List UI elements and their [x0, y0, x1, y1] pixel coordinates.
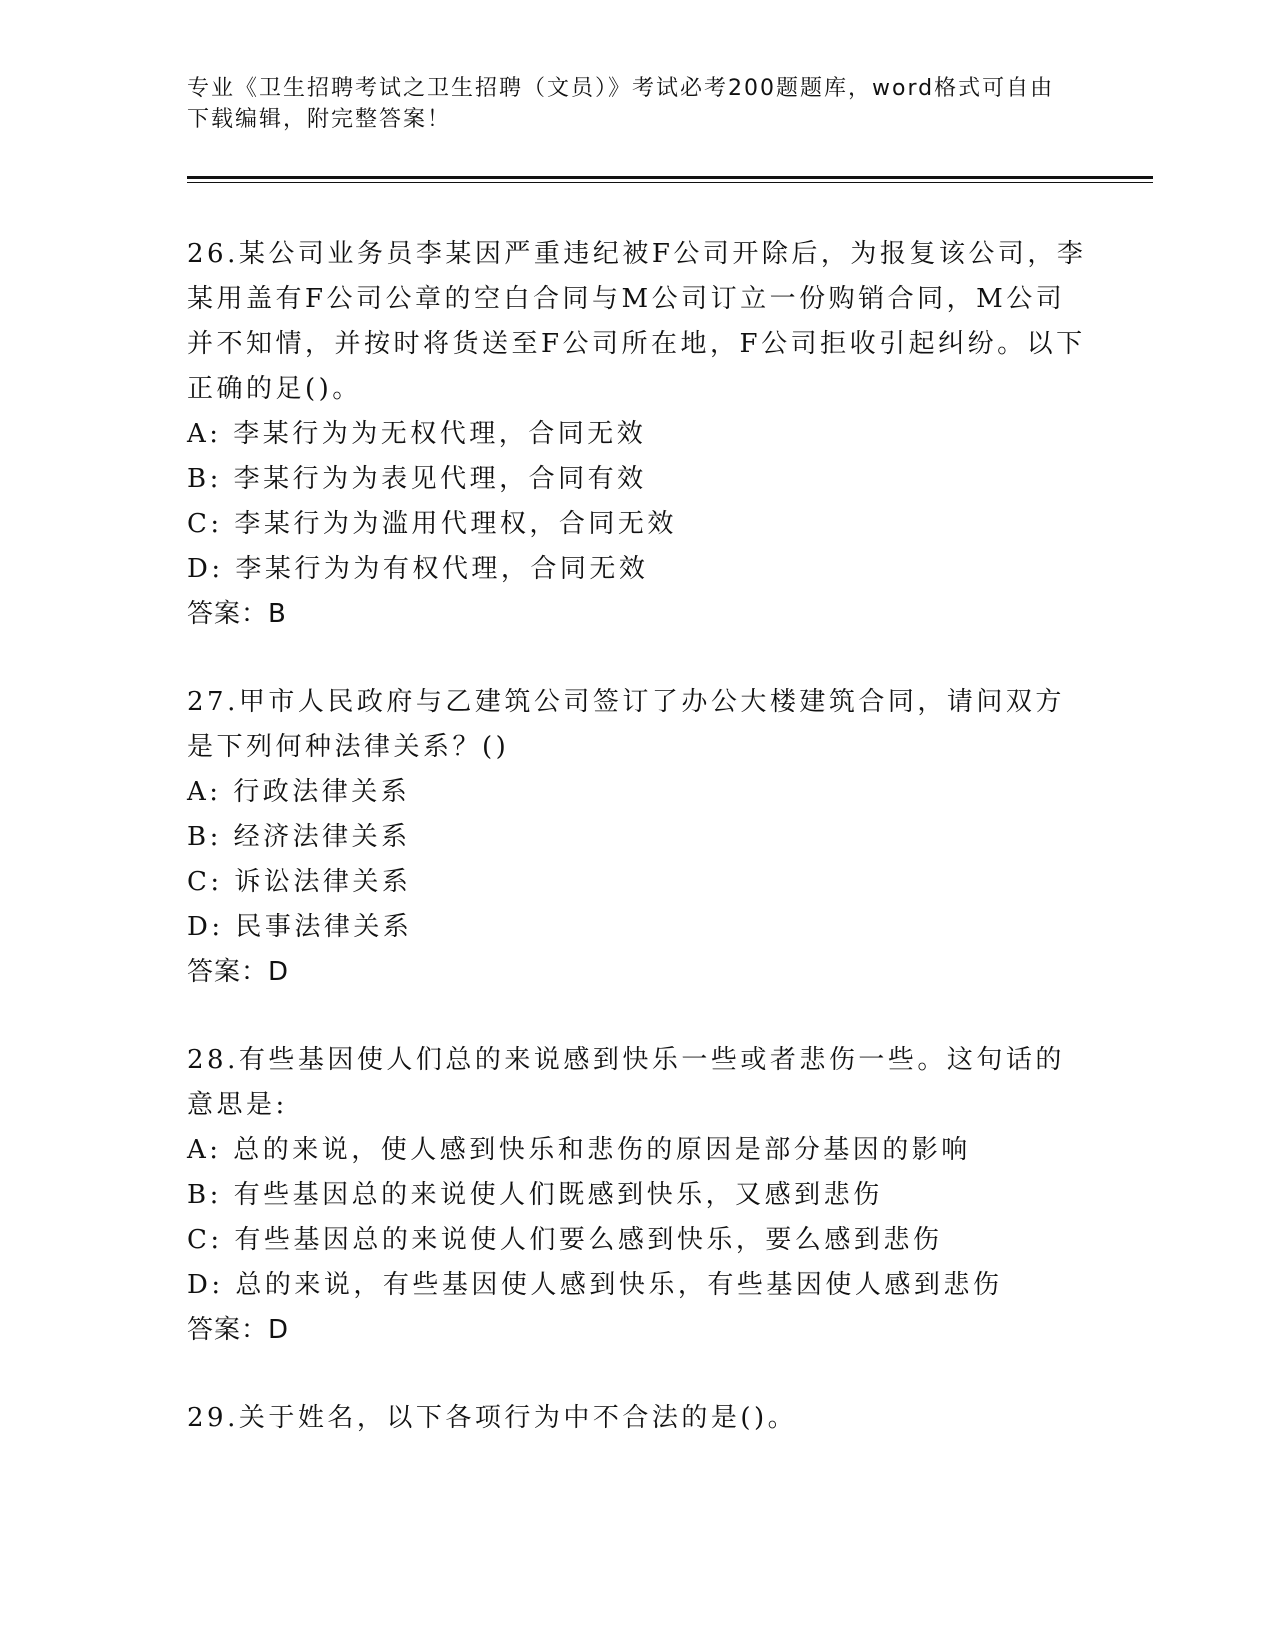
option-d: D: 李某行为为有权代理，合同无效: [187, 554, 649, 584]
answer: 答案：B: [187, 599, 287, 629]
answer: 答案：D: [187, 957, 290, 987]
option-c: C: 诉讼法律关系: [187, 867, 412, 897]
question-stem: 26.某公司业务员李某因严重违纪被F公司开除后，为报复该公司，李某用盖有F公司公章的空白合同与M公司订立一份购销合同，M公司并不知情，并按时将货送至F公司所在地，F公司拒收引起纠纷。以下正确的足()。: [187, 239, 1087, 404]
answer: 答案：D: [187, 1315, 290, 1345]
option-b: B: 有些基因总的来说使人们既感到快乐，又感到悲伤: [187, 1180, 883, 1210]
question-27: [187, 680, 1087, 995]
option-b: B: 经济法律关系: [187, 822, 411, 852]
document-header: 专业《卫生招聘考试之卫生招聘（文员）》考试必考200题题库，word格式可自由下载编辑，附完整答案！: [187, 76, 1055, 132]
question-stem: 28.有些基因使人们总的来说感到快乐一些或者悲伤一些。这句话的意思是:: [187, 1045, 1065, 1120]
option-d: D: 总的来说，有些基因使人感到快乐，有些基因使人感到悲伤: [187, 1270, 1003, 1300]
question-stem: 29.关于姓名，以下各项行为中不合法的是()。: [187, 1403, 798, 1433]
question-26: [187, 232, 1087, 637]
question-stem: 27.甲市人民政府与乙建筑公司签订了办公大楼建筑合同，请问双方是下列何种法律关系？(): [187, 687, 1065, 762]
header-divider-thin: [187, 182, 1153, 183]
option-b: B: 李某行为为表见代理，合同有效: [187, 464, 647, 494]
question-28: [187, 1038, 1087, 1353]
question-29: [187, 1396, 1087, 1441]
option-c: C: 李某行为为滥用代理权，合同无效: [187, 509, 677, 539]
header-divider: [187, 176, 1153, 179]
option-a: A: 总的来说，使人感到快乐和悲伤的原因是部分基因的影响: [187, 1135, 971, 1165]
option-a: A: 行政法律关系: [187, 777, 411, 807]
option-c: C: 有些基因总的来说使人们要么感到快乐，要么感到悲伤: [187, 1225, 943, 1255]
option-d: D: 民事法律关系: [187, 912, 413, 942]
question-list: [187, 232, 1087, 1484]
option-a: A: 李某行为为无权代理，合同无效: [187, 419, 647, 449]
